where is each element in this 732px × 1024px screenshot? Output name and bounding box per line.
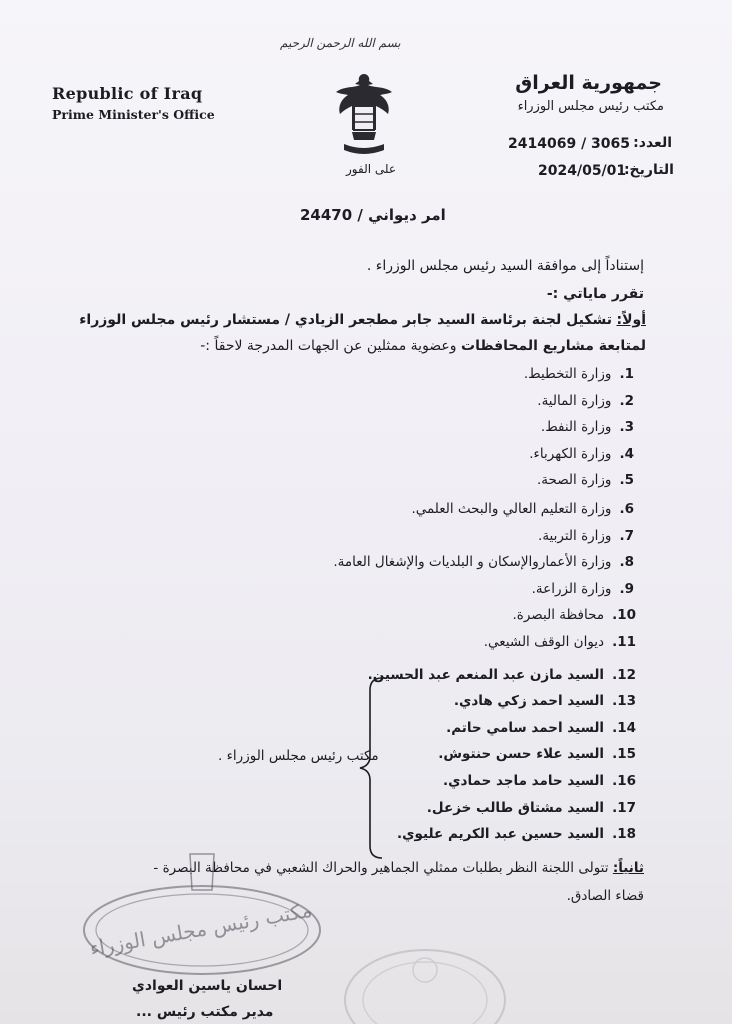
stamp-text: مكتب رئيس مجلس الوزراء (87, 897, 314, 961)
list-item (524, 366, 634, 382)
list-item (446, 720, 636, 736)
list-item-number: 6. (619, 501, 634, 517)
list-item-text: وزارة الصحة. (536, 472, 612, 489)
list-item-text: وزارة الزراعة. (531, 580, 612, 597)
list-item-number: 17. (612, 799, 636, 816)
list-item-number: 1. (619, 366, 634, 382)
list-item-text: وزارة الكهرباء. (529, 445, 612, 462)
list-item (537, 472, 634, 488)
basmala: بسم الله الرحمن الرحيم (280, 36, 401, 50)
list-item-number: 11. (612, 634, 636, 650)
office-name-ar: مكتب رئيس مجلس الوزراء (517, 99, 664, 114)
list-item-number: 13. (612, 693, 636, 710)
list-item-text: وزارة التربية. (538, 527, 612, 544)
list-item-text: السيد علاء حسن حنتوش. (438, 746, 605, 763)
list-item-number: 10. (612, 607, 636, 624)
signatory-name: احسان ياسين العوادي (132, 978, 283, 994)
first-text: تشكيل لجنة برئاسة السيد جابر مطجعر الزيادي / مستشار رئيس مجلس الوزراء (79, 312, 613, 328)
list-item-text: ديوان الوقف الشيعي. (483, 634, 605, 650)
list-item-number: 4. (619, 445, 634, 462)
order-number: امر ديواني / 24470 (300, 206, 446, 224)
list-item (454, 693, 636, 709)
list-item (529, 446, 634, 462)
date-label: التاريخ: (623, 162, 674, 178)
list-item (368, 667, 636, 683)
list-item-number: 15. (612, 746, 636, 763)
list-item-text: وزارة النفط. (540, 419, 612, 436)
list-item-text: السيد مشتاق طالب خزعل. (426, 799, 605, 816)
first-label: أولاً: (616, 312, 646, 328)
list-item (541, 419, 634, 435)
list-item-number: 7. (619, 527, 634, 544)
country-name-ar: جمهورية العراق (515, 72, 662, 94)
brace-icon (356, 676, 386, 860)
second-label: ثانياً: (612, 860, 644, 876)
list-item-number: 9. (619, 580, 634, 597)
office-name-en: Prime Minister's Office (52, 107, 215, 122)
list-item-number: 3. (619, 419, 634, 436)
list-item (411, 501, 634, 517)
list-item-number: 2. (619, 392, 634, 409)
list-item (537, 393, 634, 409)
list-item-text: السيد حامد ماجد حمادي. (443, 773, 605, 789)
list-item (397, 826, 636, 842)
list-item-text: السيد حسين عبد الكريم عليوي. (397, 826, 605, 843)
list-item-text: وزارة التعليم العالي والبحث العلمي. (411, 501, 612, 517)
list-item (484, 634, 636, 650)
number-label: العدد: (633, 135, 672, 151)
date-value: 2024/05/01 (538, 163, 627, 179)
signatory-title: مدير مكتب رئيس ... (136, 1004, 274, 1020)
list-item-text: السيد احمد زكي هادي. (453, 693, 605, 710)
list-item-text: محافظة البصرة. (512, 607, 605, 624)
list-item (333, 554, 634, 570)
list-item-number: 5. (619, 472, 634, 489)
second-text: تتولى اللجنة النظر بطلبات ممثلي الجماهير والحراك الشعبي في محافظة البصرة - (153, 860, 609, 876)
office-group-label: مكتب رئيس مجلس الوزراء . (218, 748, 379, 764)
list-item-number: 18. (612, 826, 636, 843)
list-item (538, 528, 634, 544)
urgent-label: على الفور (346, 162, 397, 176)
list-item-number: 8. (619, 554, 634, 571)
list-item-text: السيد مازن عبد المنعم عبد الحسين. (367, 666, 605, 683)
first-clause (79, 312, 646, 328)
office-stamp-icon (72, 850, 332, 990)
list-item-number: 16. (612, 773, 636, 789)
watermark-seal-icon (340, 930, 510, 1024)
first-text-rest: وعضوية ممثلين عن الجهات المدرجة لاحقاً :- (200, 338, 457, 354)
list-item (438, 746, 636, 762)
list-item-text: وزارة التخطيط. (523, 366, 612, 382)
list-item-number: 12. (612, 666, 636, 683)
first-text-bold: لمتابعة مشاريع المحافظات (461, 338, 646, 354)
list-item-text: وزارة الأعماروالإسكان و البلديات والإشغال العامة. (333, 554, 612, 571)
country-name-en: Republic of Iraq (52, 84, 203, 103)
list-item (443, 773, 636, 789)
list-item (532, 581, 634, 597)
list-item (512, 607, 636, 623)
list-item-text: السيد احمد سامي حاتم. (446, 719, 605, 736)
list-item-number: 14. (612, 719, 636, 736)
list-item (427, 800, 636, 816)
list-item-text: وزارة المالية. (537, 392, 612, 409)
decide-line: تقرر ماياتي :- (546, 286, 644, 302)
second-clause-cont: قضاء الصادق. (566, 888, 644, 904)
first-clause-cont (200, 338, 646, 354)
intro-line: إستناداً إلى موافقة السيد رئيس مجلس الوزراء . (366, 258, 644, 274)
eagle-emblem-icon (330, 70, 398, 162)
number-value: 2414069 / 3065 (508, 136, 631, 152)
